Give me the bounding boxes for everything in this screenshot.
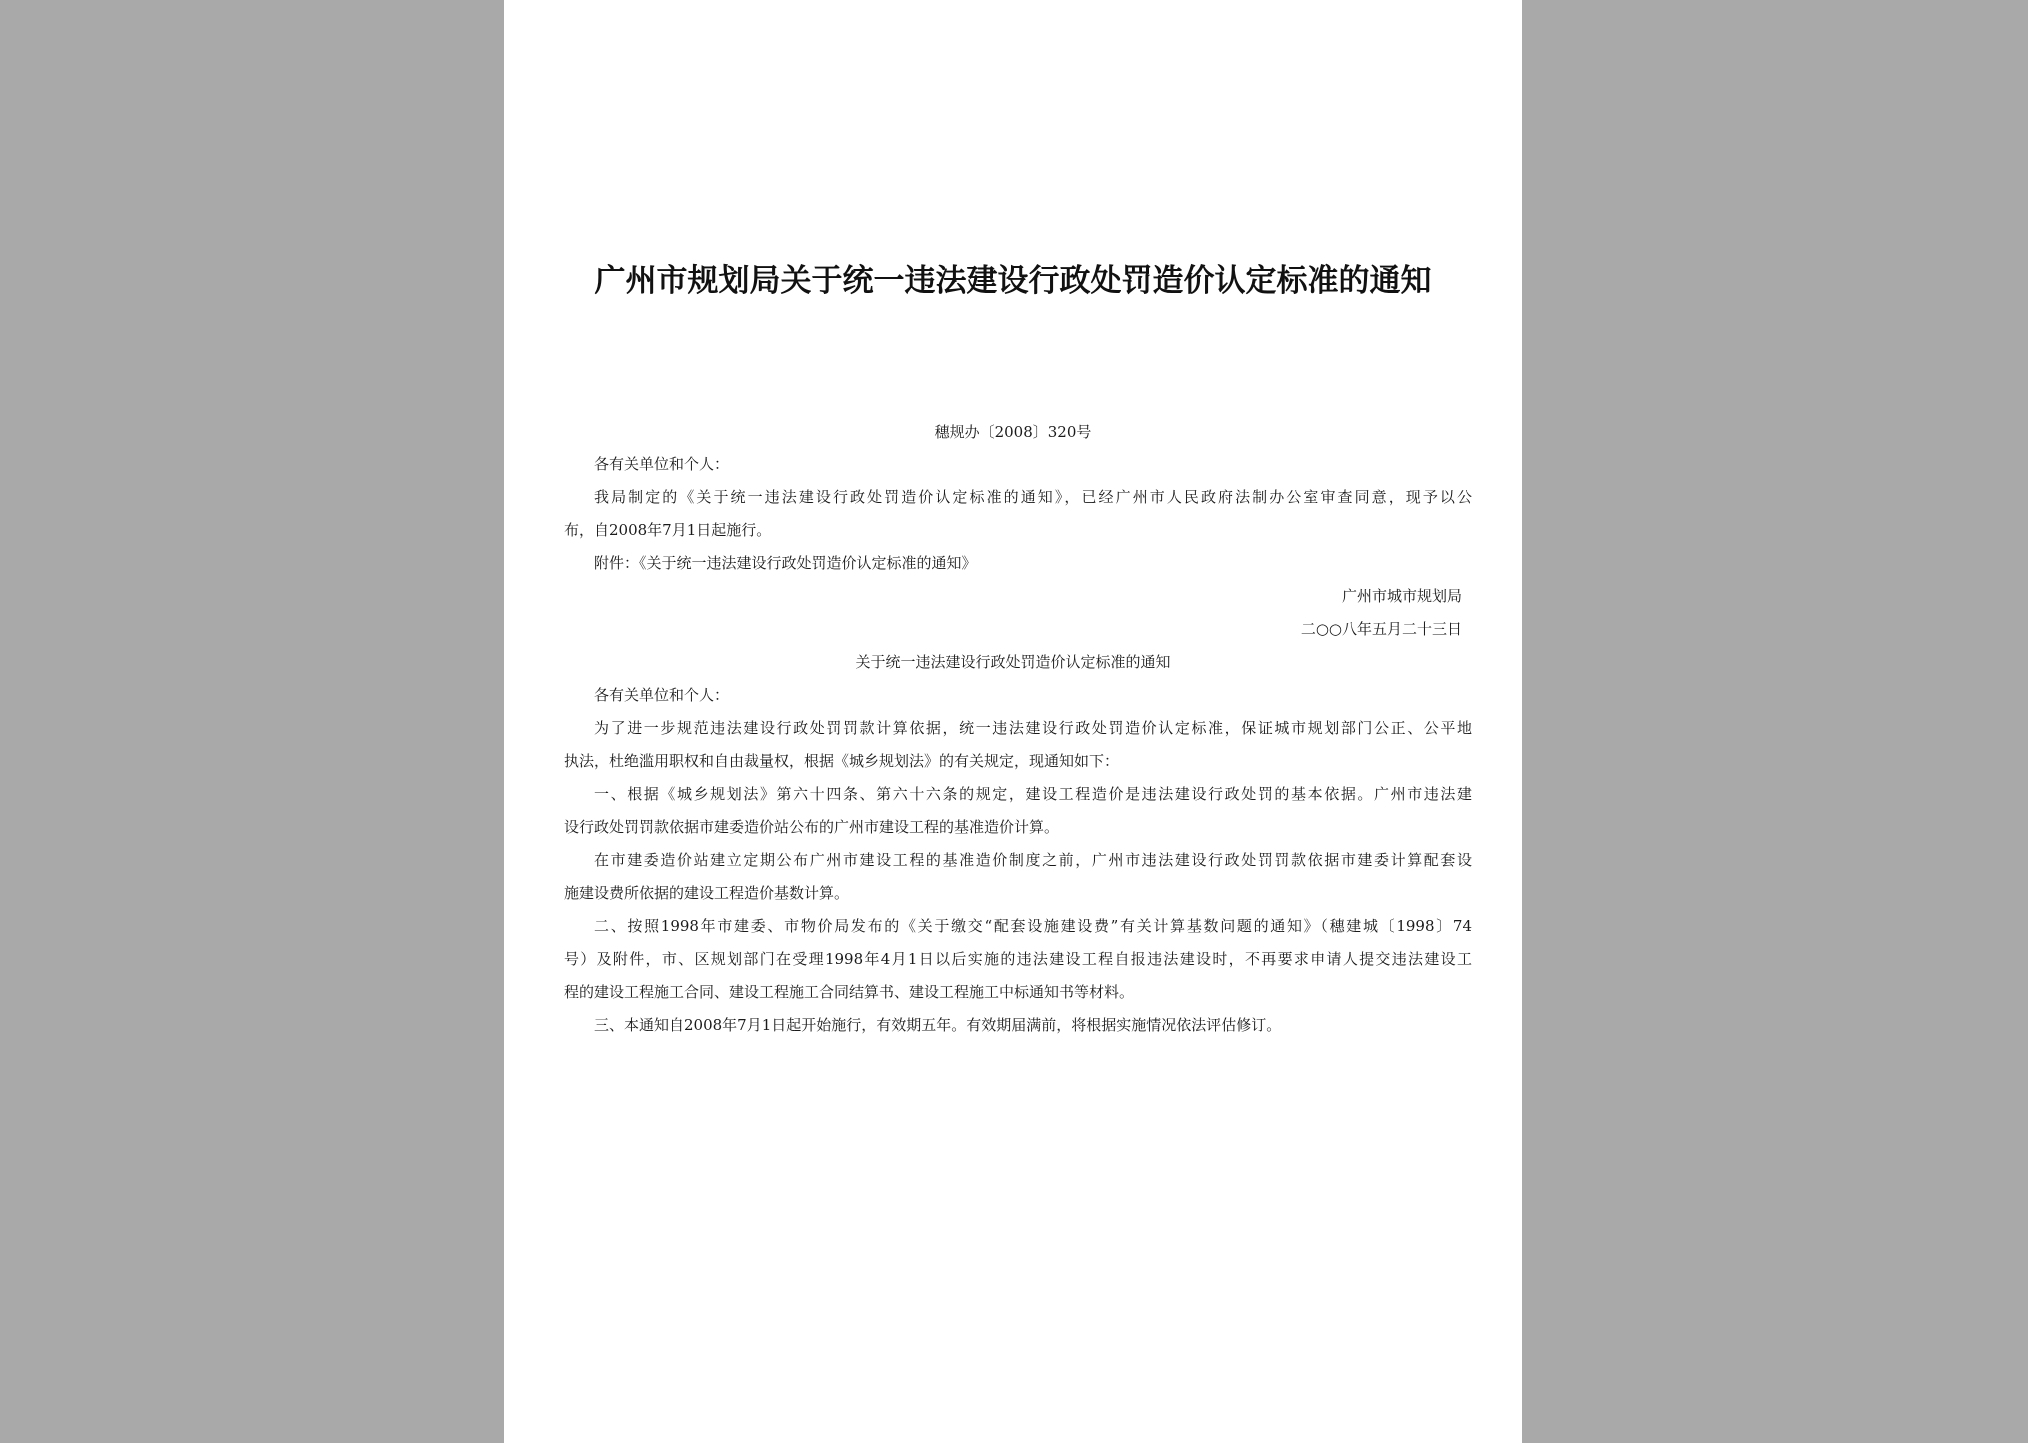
greeting-2: 各有关单位和个人：: [594, 686, 730, 704]
paragraph-4-line-1: 二、按照1998年市建委、市物价局发布的《关于缴交“配套设施建设费”有关计算基数问题的通知》（穗建城〔1998〕74: [594, 917, 1472, 935]
attachment-subtitle: 关于统一违法建设行政处罚造价认定标准的通知: [855, 653, 1171, 671]
paragraph-3-line-1: 在市建委造价站建立定期公布广州市建设工程的基准造价制度之前，广州市违法建设行政处罚罚款依据市建委计算配套设: [594, 851, 1472, 869]
paragraph-4-line-2: 号）及附件，市、区规划部门在受理1998年4月1日以后实施的违法建设工程自报违法建设时，不再要求申请人提交违法建设工: [564, 950, 1472, 968]
paragraph-2-line-2: 设行政处罚罚款依据市建委造价站公布的广州市建设工程的基准造价计算。: [564, 818, 1060, 836]
document-number: 穗规办〔2008〕320号: [934, 423, 1092, 441]
paragraph-1-line-2: 执法，杜绝滥用职权和自由裁量权，根据《城乡规划法》的有关规定，现通知如下：: [564, 752, 1120, 770]
paragraph-2-line-1: 一、根据《城乡规划法》第六十四条、第六十六条的规定，建设工程造价是违法建设行政处罚的基本依据。广州市违法建: [594, 785, 1472, 803]
intro-line-2: 布，自2008年7月1日起施行。: [564, 521, 772, 539]
greeting: 各有关单位和个人：: [594, 455, 730, 473]
issuer-name: 广州市城市规划局: [1341, 587, 1462, 605]
paragraph-3-line-2: 施建设费所依据的建设工程造价基数计算。: [564, 884, 850, 902]
document-page: [504, 0, 1522, 1443]
paragraph-5-line-1: 三、本通知自2008年7月1日起开始施行，有效期五年。有效期届满前，将根据实施情况依法评估修订。: [594, 1016, 1282, 1034]
document-title: 广州市规划局关于统一违法建设行政处罚造价认定标准的通知: [594, 263, 1432, 299]
paragraph-1-line-1: 为了进一步规范违法建设行政处罚罚款计算依据，统一违法建设行政处罚造价认定标准，保证城市规划部门公正、公平地: [594, 719, 1472, 737]
issue-date: 二○○八年五月二十三日: [1300, 620, 1462, 638]
attachment-line: 附件：《关于统一违法建设行政处罚造价认定标准的通知》: [594, 554, 977, 572]
intro-line-1: 我局制定的《关于统一违法建设行政处罚造价认定标准的通知》，已经广州市人民政府法制办公室审查同意，现予以公: [594, 488, 1472, 506]
paragraph-4-line-3: 程的建设工程施工合同、建设工程施工合同结算书、建设工程施工中标通知书等材料。: [564, 983, 1135, 1001]
